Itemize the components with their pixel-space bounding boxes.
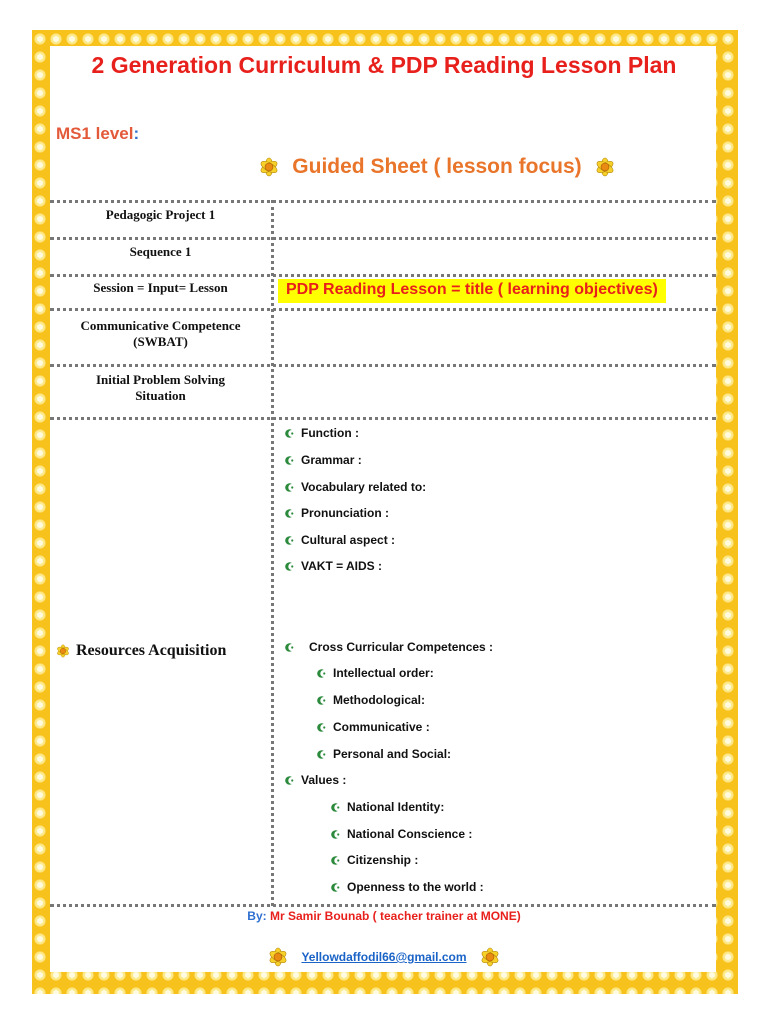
list-item-vocabulary bbox=[284, 480, 426, 494]
crescent-bullet-icon bbox=[284, 642, 295, 653]
vakt-text: VAKT = AIDS : bbox=[301, 559, 383, 573]
crescent-bullet-icon bbox=[284, 482, 295, 493]
crescent-bullet-icon bbox=[330, 855, 341, 866]
crescent-bullet-icon bbox=[316, 695, 327, 706]
level-colon: : bbox=[133, 124, 140, 143]
pronunciation-text: Pronunciation : bbox=[301, 506, 389, 520]
list-item-cross-curricular bbox=[284, 640, 493, 654]
personal-social-text: Personal and Social: bbox=[333, 747, 452, 761]
resources-acquisition-text: Resources Acquisition bbox=[76, 642, 227, 659]
list-item-national-identity bbox=[330, 800, 444, 814]
crescent-bullet-icon bbox=[284, 508, 295, 519]
pedagogic-project-label: Pedagogic Project 1 bbox=[105, 207, 216, 222]
cross-curricular-text: Cross Curricular Competences : bbox=[309, 640, 494, 654]
values-text: Values : bbox=[301, 773, 347, 787]
daffodil-icon bbox=[477, 944, 503, 970]
table-divider bbox=[50, 364, 716, 367]
openness-text: Openness to the world : bbox=[347, 880, 484, 894]
crescent-bullet-icon bbox=[316, 668, 327, 679]
communicative-text: Communicative : bbox=[333, 720, 430, 734]
daffodil-icon bbox=[256, 154, 282, 180]
daffodil-icon bbox=[592, 154, 618, 180]
table-divider bbox=[50, 200, 716, 203]
competence-label-line2: (SWBAT) bbox=[133, 334, 188, 349]
list-item-personal-social bbox=[316, 747, 451, 761]
crescent-bullet-icon bbox=[284, 535, 295, 546]
crescent-bullet-icon bbox=[284, 428, 295, 439]
list-item-communicative bbox=[316, 720, 430, 734]
crescent-bullet-icon bbox=[316, 749, 327, 760]
list-item-values bbox=[284, 773, 346, 787]
email-link[interactable]: Yellowdaffodil66@gmail.com bbox=[301, 950, 467, 964]
table-divider bbox=[50, 417, 716, 420]
table-column-divider bbox=[271, 200, 274, 906]
subtitle: Guided Sheet ( lesson focus) bbox=[292, 155, 582, 178]
crescent-bullet-icon bbox=[330, 829, 341, 840]
crescent-bullet-icon bbox=[284, 775, 295, 786]
problem-label-line1: Initial Problem Solving bbox=[95, 372, 226, 387]
list-item-methodological bbox=[316, 693, 425, 707]
vocabulary-text: Vocabulary related to: bbox=[301, 480, 427, 494]
function-text: Function : bbox=[301, 426, 359, 440]
list-item-grammar bbox=[284, 453, 362, 467]
list-item-national-conscience bbox=[330, 827, 472, 841]
daffodil-icon bbox=[54, 642, 72, 660]
daffodil-icon bbox=[265, 944, 291, 970]
session-value-cell bbox=[278, 279, 666, 303]
national-conscience-text: National Conscience : bbox=[347, 827, 473, 841]
table-divider bbox=[50, 237, 716, 240]
intellectual-text: Intellectual order: bbox=[333, 666, 434, 680]
page-title: 2 Generation Curriculum & PDP Reading Lesson Plan bbox=[91, 52, 677, 78]
list-item-function bbox=[284, 426, 359, 440]
author-name: Mr Samir Bounab ( teacher trainer at MONE) bbox=[266, 909, 521, 923]
session-value-highlight: PDP Reading Lesson = title ( learning objectives) bbox=[278, 279, 666, 303]
list-item-cultural bbox=[284, 533, 395, 547]
list-item-intellectual bbox=[316, 666, 434, 680]
list-item-vakt bbox=[284, 559, 382, 573]
list-item-pronunciation bbox=[284, 506, 389, 520]
national-identity-text: National Identity: bbox=[347, 800, 445, 814]
list-item-citizenship bbox=[330, 853, 418, 867]
level-text: MS1 level bbox=[56, 124, 134, 143]
crescent-bullet-icon bbox=[330, 802, 341, 813]
session-label: Session = Input= Lesson bbox=[93, 280, 228, 295]
methodological-text: Methodological: bbox=[333, 693, 425, 707]
table-divider bbox=[50, 904, 716, 907]
crescent-bullet-icon bbox=[284, 455, 295, 466]
email-row bbox=[0, 942, 768, 972]
citizenship-text: Citizenship : bbox=[347, 853, 419, 867]
table-divider bbox=[50, 308, 716, 311]
by-prefix: By: bbox=[247, 909, 267, 923]
problem-label-line2: Situation bbox=[135, 388, 186, 403]
list-item-openness bbox=[330, 880, 484, 894]
crescent-bullet-icon bbox=[284, 561, 295, 572]
crescent-bullet-icon bbox=[330, 882, 341, 893]
competence-label bbox=[50, 318, 271, 350]
level-label bbox=[56, 124, 139, 144]
cultural-text: Cultural aspect : bbox=[301, 533, 396, 547]
table-divider bbox=[50, 274, 716, 277]
subtitle-row bbox=[232, 150, 642, 184]
resources-acquisition-label bbox=[54, 642, 226, 660]
grammar-text: Grammar : bbox=[301, 453, 362, 467]
author-credit bbox=[0, 909, 768, 923]
competence-label-line1: Communicative Competence bbox=[80, 318, 241, 333]
sequence-label: Sequence 1 bbox=[129, 244, 192, 259]
crescent-bullet-icon bbox=[316, 722, 327, 733]
problem-situation-label bbox=[50, 372, 271, 404]
